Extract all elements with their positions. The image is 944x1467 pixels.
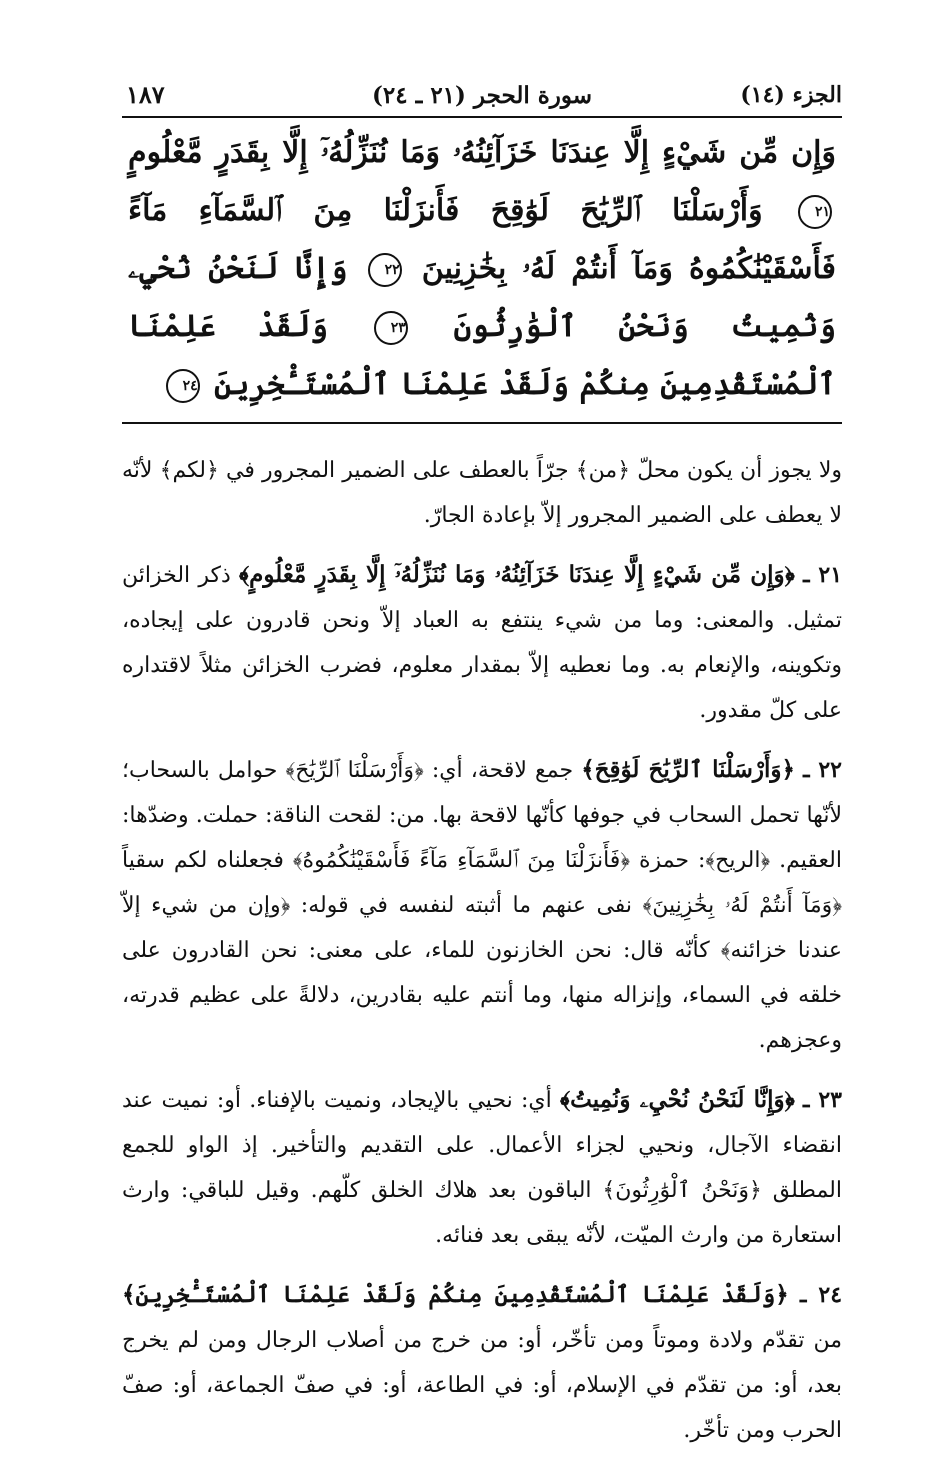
page-header bbox=[122, 70, 842, 118]
tafsir-intro: ولا يجوز أن يكون محلّ ﴿من﴾ جرّاً بالعطف على الضمير المجرور في ﴿لكم﴾ لأنّه لا يعطف على الضمير المجرور إلاّ بإعادة الجارّ. bbox=[122, 458, 842, 528]
verse-quote-24: ﴿وَلَقَدْ عَلِمْنَا ٱلْمُسْتَقْدِمِينَ مِنكُمْ وَلَقَدْ عَلِمْنَا ٱلْمُسْتَـْٔخِرِينَ﴾ bbox=[122, 1281, 789, 1308]
commentary-22: جمع لاقحة، أي: ﴿وَأَرْسَلْنَا ٱلرِّيَٰحَ﴾ حوامل بالسحاب؛ لأنّها تحمل السحاب في جوفها كأنّها لاقحة بها. من: لقحت الناقة: حملت. وضدّها: العقيم. ﴿الريح﴾: حمزة ﴿فَأَنزَلْنَا مِنَ ٱلسَّمَآءِ مَآءً فَأَسْقَيْنَٰكُمُوهُ﴾ فجعلناه لكم سقياً ﴿وَمَآ أَنتُمْ لَهُۥ بِخَٰزِنِينَ﴾ نفى عنهم ما أثبته لنفسه في قوله: ﴿وإن من شيء إلاّ عندنا خزائنه﴾ كأنّه قال: نحن الخازنون للماء، على معنى: نحن القادرون على خلقه في السماء، وإنزاله منها، وما أنتم عليه بقادرين، دلالةً على عظيم قدرته، وعجزهم. bbox=[122, 758, 842, 1053]
verse-quote-23: ﴿وَإِنَّا لَنَحْنُ نُحْيِۦ وَنُمِيتُ﴾ bbox=[559, 1086, 795, 1113]
tafsir-commentary bbox=[122, 448, 842, 1453]
verse-number-23: ٢٣ ـ bbox=[803, 1087, 842, 1113]
ayah-23-text: وَإِنَّا لَنَحْنُ نُحْيِۦ وَنُمِيتُ وَنَحْنُ ٱلْوَٰرِثُونَ bbox=[128, 251, 836, 344]
tafsir-paragraph-24 bbox=[122, 1272, 842, 1453]
ayah-24-text: وَلَقَدْ عَلِمْنَا ٱلْمُسْتَقْدِمِينَ مِنكُمْ وَلَقَدْ عَلِمْنَا ٱلْمُسْتَـْٔخِرِينَ bbox=[128, 309, 836, 402]
commentary-24: من تقدّم ولادة وموتاً ومن تأخّر، أو: من خرج من أصلاب الرجال ومن لم يخرج بعد، أو: من تقدّم في الإسلام، أو: في الطاعة، أو: في صفّ الجماعة، أو: صفّ الحرب ومن تأخّر. bbox=[122, 1328, 842, 1443]
ayah-21-text: وَإِن مِّن شَيْءٍ إِلَّا عِندَنَا خَزَآئِنُهُۥ وَمَا نُنَزِّلُهُۥٓ إِلَّا بِقَدَرٍ مَّعْلُومٍ bbox=[128, 135, 836, 170]
page bbox=[122, 70, 842, 1467]
tafsir-paragraph-22 bbox=[122, 747, 842, 1063]
verse-number-24: ٢٤ ـ bbox=[799, 1282, 843, 1308]
commentary-21: ذكر الخزائن تمثيل. والمعنى: وما من شيء ينتفع به العباد إلاّ ونحن قادرون على إيجاده، وتكوينه، والإنعام به. وما نعطيه إلاّ بمقدار معلوم، فضرب الخزائن مثلاً لاقتداره على كلّ مقدور. bbox=[122, 563, 842, 723]
verse-quote-22: ﴿وَأَرْسَلْنَا ٱلرِّيَٰحَ لَوَٰقِحَ﴾ bbox=[581, 756, 795, 783]
ayah-21-marker: ٢١ bbox=[798, 195, 832, 229]
page-number: ١٨٧ bbox=[126, 80, 165, 109]
juz-label: الجزء (١٤) bbox=[740, 82, 842, 108]
tafsir-paragraph-21 bbox=[122, 552, 842, 733]
ayah-22-text: وَأَرْسَلْنَا ٱلرِّيَٰحَ لَوَٰقِحَ فَأَنزَلْنَا مِنَ ٱلسَّمَآءِ مَآءً فَأَسْقَيْنَٰكُمُوهُ وَمَآ أَنتُمْ لَهُۥ بِخَٰزِنِينَ bbox=[128, 193, 837, 286]
verse-number-21: ٢١ ـ bbox=[803, 562, 843, 588]
quran-verses bbox=[122, 118, 842, 424]
verse-number-22: ٢٢ ـ bbox=[803, 757, 842, 783]
ayah-23-marker: ٢٣ bbox=[374, 311, 408, 345]
ayah-24-marker: ٢٤ bbox=[166, 369, 200, 403]
surah-title: سورة الحجر (٢١ ـ ٢٤) bbox=[371, 82, 593, 109]
verse-quote-21: ﴿وَإِن مِّن شَيْءٍ إِلَّا عِندَنَا خَزَآئِنُهُۥ وَمَا نُنَزِّلُهُۥٓ إِلَّا بِقَدَرٍ مَّعْلُومٍ﴾ bbox=[238, 561, 795, 588]
commentary-23: أي: نحيي بالإيجاد، ونميت بالإفناء. أو: نميت عند انقضاء الآجال، ونحيي لجزاء الأعمال. على التقديم والتأخير. إذ الواو للجمع المطلق ﴿وَنَحْنُ ٱلْوَٰرِثُونَ﴾ الباقون بعد هلاك الخلق كلّهم. وقيل للباقي: وارث استعارة من وارث الميّت، لأنّه يبقى بعد فنائه. bbox=[122, 1088, 842, 1248]
ayah-22-marker: ٢٢ bbox=[368, 253, 402, 287]
tafsir-paragraph-23 bbox=[122, 1077, 842, 1258]
